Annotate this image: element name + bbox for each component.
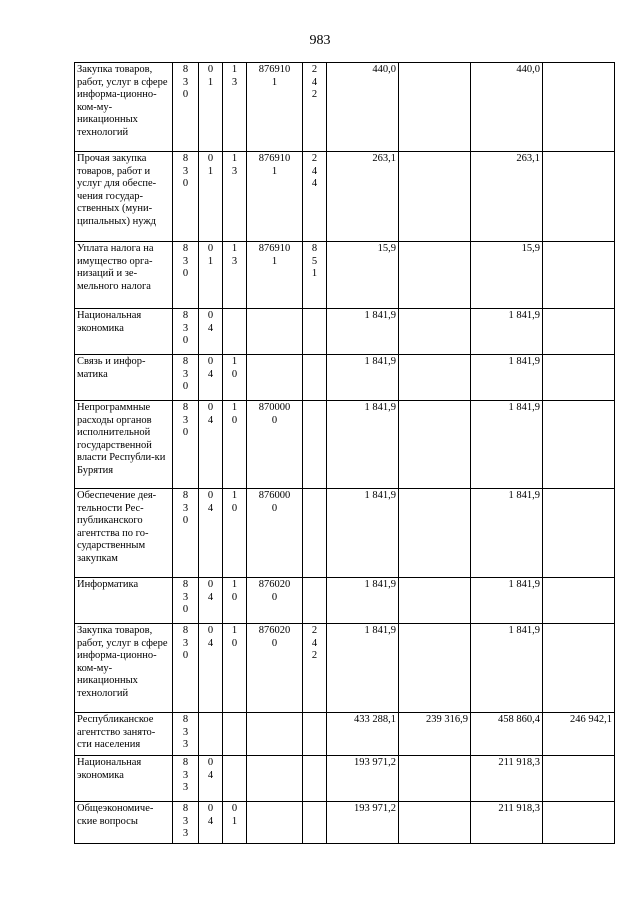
amount-1 [327,63,399,152]
subsection-code [223,624,247,713]
amount-2 [399,756,471,802]
target-article-code-text: 876910 1 [258,64,291,88]
target-article-code-text: 876000 0 [258,490,291,514]
section-code [199,624,223,713]
section-code [199,489,223,578]
admin-code [173,578,199,624]
amount-1-text: 193 971,2 [354,803,396,814]
admin-code-text: 8 3 0 [182,64,189,100]
subsection-code-text: 1 3 [231,153,238,177]
amount-2 [399,802,471,844]
subsection-code [223,756,247,802]
subsection-code-text: 1 0 [231,356,238,380]
subsection-code [223,152,247,242]
amount-3-text: 440,0 [516,64,540,75]
amount-3 [471,624,543,713]
item-name-text: Общеэкономиче-ские вопросы [77,803,154,827]
section-code [199,578,223,624]
amount-4 [543,242,615,309]
amount-1 [327,309,399,355]
amount-2 [399,63,471,152]
admin-code-text: 8 3 0 [182,310,189,346]
amount-3 [471,713,543,756]
subsection-code [223,713,247,756]
item-name-text: Связь и инфор-матика [77,356,146,380]
target-article-code [247,489,303,578]
amount-4 [543,756,615,802]
table-row [75,309,615,355]
amount-2 [399,355,471,401]
amount-3 [471,756,543,802]
page-number: 983 [309,33,331,48]
admin-code [173,802,199,844]
amount-3-text: 1 841,9 [508,490,540,501]
target-article-code [247,152,303,242]
item-name [75,309,173,355]
section-code-text: 0 4 [207,402,214,426]
amount-3 [471,63,543,152]
table-row [75,401,615,489]
admin-code-text: 8 3 0 [182,579,189,615]
target-article-code [247,355,303,401]
expense-type-code [303,242,327,309]
amount-1-text: 433 288,1 [354,714,396,725]
amount-4 [543,152,615,242]
amount-3 [471,355,543,401]
amount-4 [543,63,615,152]
admin-code-text: 8 3 3 [182,714,189,750]
amount-4 [543,802,615,844]
section-code [199,713,223,756]
expense-type-code [303,713,327,756]
amount-4 [543,624,615,713]
table-row [75,802,615,844]
item-name [75,756,173,802]
target-article-code-text: 876910 1 [258,153,291,177]
item-name-text: Непрограммные расходы органов исполнительной государственной власти Республи-ки Бурятия [77,402,166,476]
expense-type-code [303,309,327,355]
item-name [75,152,173,242]
amount-3 [471,309,543,355]
budget-table [74,62,615,844]
amount-1 [327,713,399,756]
amount-1-text: 15,9 [377,243,396,254]
admin-code-text: 8 3 0 [182,402,189,438]
expense-type-code-text: 2 4 4 [311,153,318,189]
expense-type-code [303,756,327,802]
amount-4 [543,309,615,355]
subsection-code [223,355,247,401]
item-name-text: Уплата налога на имущество орга-низаций и зе-мельного налога [77,243,154,292]
target-article-code-text: 876020 0 [258,579,291,603]
expense-type-code [303,578,327,624]
amount-2 [399,713,471,756]
item-name-text: Информатика [77,579,139,590]
amount-1 [327,355,399,401]
item-name-text: Национальная экономика [77,757,142,781]
item-name-text: Закупка товаров, работ, услуг в сфере информа-ционно-ком-му-никационных технологий [77,625,168,699]
amount-1 [327,624,399,713]
target-article-code [247,242,303,309]
target-article-code [247,309,303,355]
amount-3 [471,152,543,242]
admin-code-text: 8 3 3 [182,803,189,839]
table-row [75,578,615,624]
amount-1 [327,756,399,802]
amount-3 [471,489,543,578]
section-code-text: 0 4 [207,490,214,514]
admin-code [173,401,199,489]
subsection-code-text: 1 3 [231,243,238,267]
amount-4 [543,578,615,624]
amount-2 [399,152,471,242]
item-name-text: Обеспечение дея-тельности Рес-публиканского агентства по го-сударственным закупкам [77,490,157,564]
item-name [75,802,173,844]
admin-code-text: 8 3 0 [182,153,189,189]
admin-code [173,152,199,242]
subsection-code-text: 1 3 [231,64,238,88]
amount-3 [471,401,543,489]
amount-1 [327,242,399,309]
amount-3-text: 211 918,3 [498,757,540,768]
section-code [199,756,223,802]
expense-type-code-text: 2 4 2 [311,625,318,661]
amount-4 [543,489,615,578]
table-row [75,624,615,713]
admin-code-text: 8 3 0 [182,490,189,526]
expense-type-code-text: 8 5 1 [311,243,318,279]
section-code [199,152,223,242]
section-code-text: 0 1 [207,153,214,177]
admin-code [173,242,199,309]
target-article-code [247,756,303,802]
amount-1 [327,578,399,624]
section-code-text: 0 1 [207,243,214,267]
target-article-code-text: 876020 0 [258,625,291,649]
amount-2 [399,624,471,713]
amount-3-text: 263,1 [516,153,540,164]
subsection-code [223,489,247,578]
target-article-code [247,401,303,489]
admin-code-text: 8 3 0 [182,243,189,279]
item-name [75,578,173,624]
amount-3 [471,242,543,309]
target-article-code-text: 876910 1 [258,243,291,267]
amount-3-text: 1 841,9 [508,310,540,321]
section-code-text: 0 4 [207,310,214,334]
section-code-text: 0 4 [207,803,214,827]
amount-3-text: 1 841,9 [508,625,540,636]
amount-2 [399,309,471,355]
admin-code [173,624,199,713]
subsection-code [223,802,247,844]
admin-code [173,355,199,401]
section-code-text: 0 4 [207,757,214,781]
section-code-text: 0 1 [207,64,214,88]
amount-3-text: 211 918,3 [498,803,540,814]
subsection-code [223,578,247,624]
section-code [199,309,223,355]
subsection-code [223,63,247,152]
amount-2 [399,242,471,309]
subsection-code-text: 1 0 [231,579,238,603]
admin-code [173,309,199,355]
amount-3-text: 1 841,9 [508,402,540,413]
item-name-text: Национальная экономика [77,310,142,334]
amount-2 [399,578,471,624]
table-row [75,756,615,802]
amount-2-text: 239 316,9 [426,714,468,725]
section-code [199,401,223,489]
target-article-code-text: 870000 0 [258,402,291,426]
amount-2 [399,401,471,489]
amount-1 [327,401,399,489]
admin-code [173,713,199,756]
expense-type-code [303,355,327,401]
item-name-text: Закупка товаров, работ, услуг в сфере информа-ционно-ком-му-никационных технологий [77,64,168,138]
admin-code-text: 8 3 0 [182,356,189,392]
expense-type-code [303,489,327,578]
amount-3-text: 1 841,9 [508,579,540,590]
amount-1-text: 1 841,9 [364,625,396,636]
expense-type-code [303,624,327,713]
item-name [75,63,173,152]
admin-code-text: 8 3 3 [182,757,189,793]
subsection-code [223,401,247,489]
subsection-code [223,242,247,309]
section-code [199,63,223,152]
table-row [75,152,615,242]
subsection-code-text: 0 1 [231,803,238,827]
admin-code [173,63,199,152]
item-name [75,489,173,578]
section-code [199,355,223,401]
expense-type-code-text: 2 4 2 [311,64,318,100]
amount-1-text: 1 841,9 [364,402,396,413]
section-code [199,242,223,309]
amount-1-text: 1 841,9 [364,356,396,367]
subsection-code-text: 1 0 [231,402,238,426]
section-code-text: 0 4 [207,625,214,649]
expense-type-code [303,802,327,844]
amount-1 [327,152,399,242]
section-code [199,802,223,844]
amount-3-text: 15,9 [521,243,540,254]
item-name-text: Прочая закупка товаров, работ и услуг для обеспе-чения государ-ственных (муни-ципальных) нужд [77,153,157,227]
item-name [75,355,173,401]
item-name-text: Республиканское агентство занято-сти населения [77,714,156,750]
admin-code [173,489,199,578]
item-name [75,401,173,489]
table-row [75,355,615,401]
target-article-code [247,578,303,624]
amount-2 [399,489,471,578]
expense-type-code [303,152,327,242]
expense-type-code [303,63,327,152]
admin-code [173,756,199,802]
amount-4 [543,355,615,401]
amount-1-text: 1 841,9 [364,310,396,321]
subsection-code-text: 1 0 [231,490,238,514]
amount-1-text: 1 841,9 [364,490,396,501]
table-row [75,713,615,756]
target-article-code [247,63,303,152]
amount-4 [543,401,615,489]
amount-3-text: 458 860,4 [498,714,540,725]
amount-3-text: 1 841,9 [508,356,540,367]
amount-3 [471,802,543,844]
amount-1-text: 193 971,2 [354,757,396,768]
amount-1-text: 263,1 [372,153,396,164]
amount-4-text: 246 942,1 [570,714,612,725]
item-name [75,624,173,713]
item-name [75,242,173,309]
admin-code-text: 8 3 0 [182,625,189,661]
section-code-text: 0 4 [207,356,214,380]
amount-1-text: 440,0 [372,64,396,75]
target-article-code [247,713,303,756]
amount-1 [327,802,399,844]
table-row [75,242,615,309]
subsection-code [223,309,247,355]
item-name [75,713,173,756]
expense-type-code [303,401,327,489]
subsection-code-text: 1 0 [231,625,238,649]
amount-1-text: 1 841,9 [364,579,396,590]
target-article-code [247,802,303,844]
table-row [75,489,615,578]
amount-1 [327,489,399,578]
section-code-text: 0 4 [207,579,214,603]
amount-4 [543,713,615,756]
table-row [75,63,615,152]
target-article-code [247,624,303,713]
amount-3 [471,578,543,624]
